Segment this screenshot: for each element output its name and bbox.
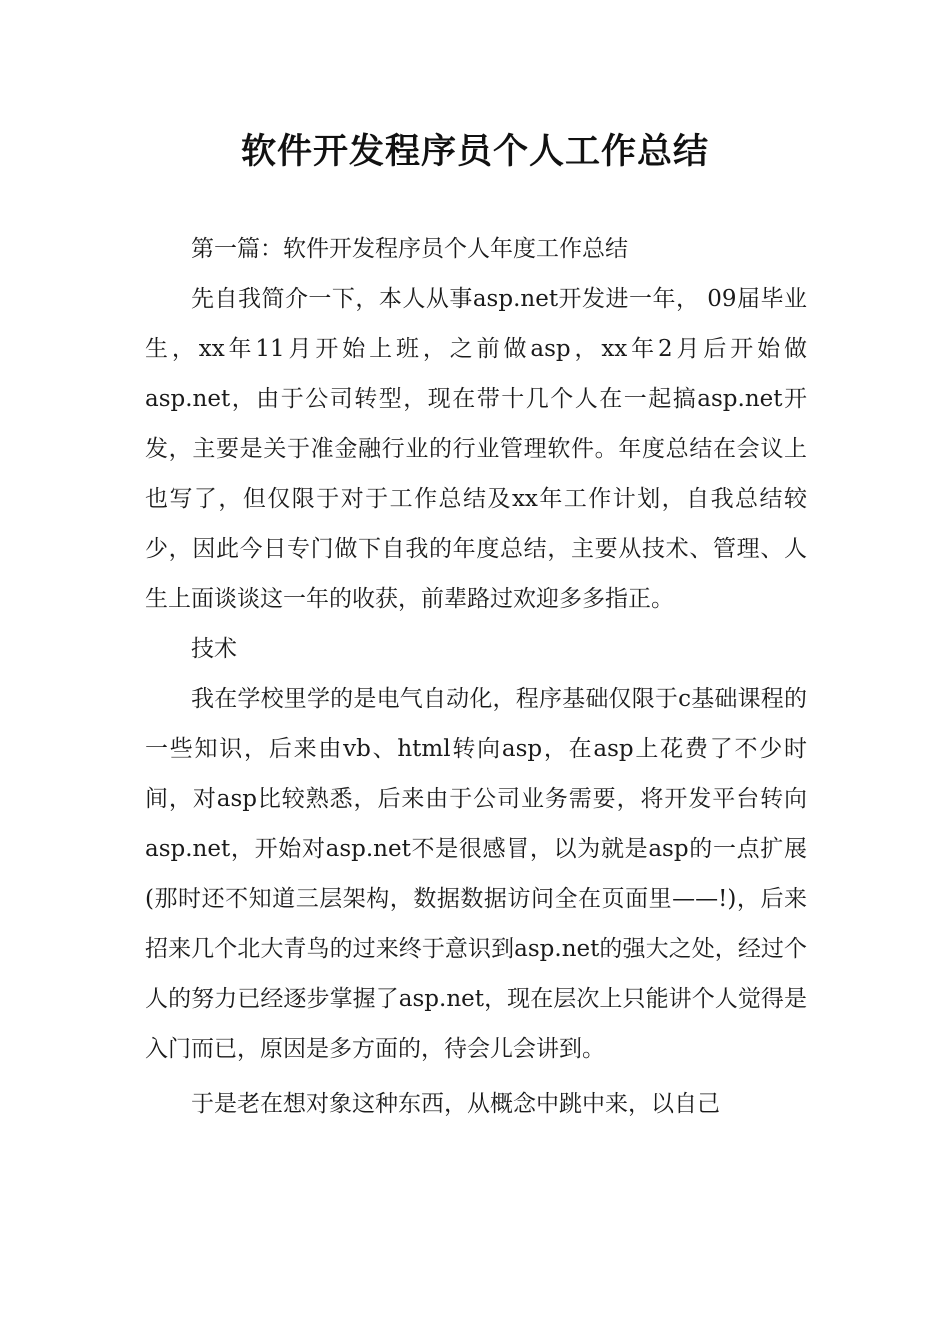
section-heading-technology: 技术 — [191, 636, 237, 662]
paragraph-intro: 先自我简介一下，本人从事asp.net开发进一年， 09届毕业生，xx年11月开始上班，之前做asp，xx年2月后开始做asp.net，由于公司转型，现在带十几个人在一起搞asp.net开发，主要是关于准金融行业的行业管理软件。年度总结在会议上也写了，但仅限于对于工作总结及xx年工作计划，自我总结较少，因此今日专门做下自我的年度总结，主要从技术、管理、人生上面谈谈这一年的收获，前辈路过欢迎多多指正。 — [145, 286, 807, 612]
section-heading: 第一篇：软件开发程序员个人年度工作总结 — [191, 236, 628, 262]
document-title: 软件开发程序员个人工作总结 — [240, 132, 709, 172]
paragraph-continued: 于是老在想对象这种东西，从概念中跳中来，以自己 — [191, 1091, 720, 1117]
paragraph-technology: 我在学校里学的是电气自动化，程序基础仅限于c基础课程的一些知识，后来由vb、html转向asp，在asp上花费了不少时间，对asp比较熟悉，后来由于公司业务需要，将开发平台转向asp.net，开始对asp.net不是很感冒，以为就是asp的一点扩展(那时还不知道三层架构，数据数据访问全在页面里——!)，后来招来几个北大青鸟的过来终于意识到asp.net的强大之处，经过个人的努力已经逐步掌握了asp.net，现在层次上只能讲个人觉得是入门而已，原因是多方面的，待会儿会讲到。 — [145, 686, 807, 1062]
document-body — [145, 224, 807, 1129]
